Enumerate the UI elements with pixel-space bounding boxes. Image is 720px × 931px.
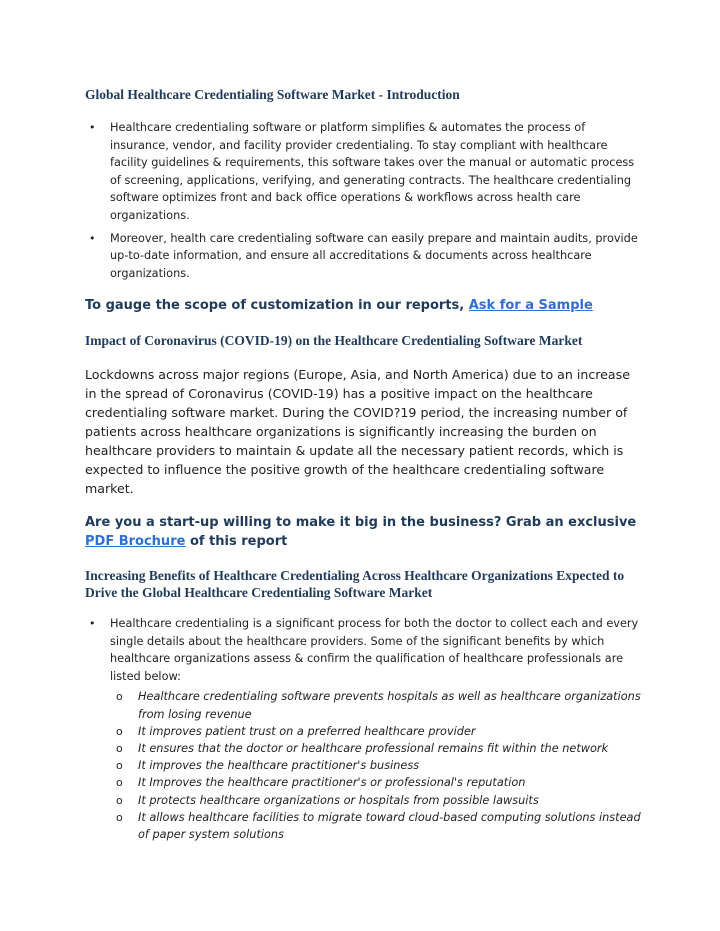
sub-list-item [110, 809, 645, 843]
bullet-icon: • [89, 617, 96, 630]
intro-heading: Global Healthcare Credentialing Software Market - Introduction [85, 87, 460, 102]
list-item [85, 230, 645, 283]
sub-list-item [110, 688, 645, 722]
sub-list-item-text: It improves patient trust on a preferred healthcare provider [138, 724, 476, 738]
benefits-bullet-list [85, 615, 645, 848]
sub-list-item-text: It allows healthcare facilities to migrate toward cloud-based computing solutions instead of paper system solutions [138, 810, 641, 841]
circle-bullet-icon: o [116, 724, 123, 738]
sub-list-item-text: It protects healthcare organizations or hospitals from possible lawsuits [138, 793, 539, 807]
sub-list-item [110, 757, 645, 774]
circle-bullet-icon: o [116, 759, 123, 773]
list-item [85, 119, 645, 225]
brochure-cta [85, 513, 645, 551]
bullet-icon: • [89, 121, 96, 134]
benefits-heading: Increasing Benefits of Healthcare Credentialing Across Healthcare Organizations Expected to Drive the Global Healthcare Credentialing Software Market [85, 568, 625, 600]
list-item [85, 615, 645, 843]
pdf-brochure-link[interactable]: PDF Brochure [85, 534, 186, 549]
sub-list-item [110, 740, 645, 757]
sub-list-item-text: Healthcare credentialing software prevents hospitals as well as healthcare organizations from losing revenue [138, 690, 641, 721]
benefits-sub-list [110, 688, 645, 843]
list-item-text: Moreover, health care credentialing software can easily prepare and maintain audits, provide up-to-date information, and ensure all accreditations & documents across healthcare organizations. [110, 231, 638, 280]
brochure-cta-suffix: of this report [185, 534, 288, 549]
sub-list-item [110, 774, 645, 791]
sub-list-item-text: It Improves the healthcare practitioner's or professional's reputation [138, 776, 526, 790]
covid-heading: Impact of Coronavirus (COVID-19) on the Healthcare Credentialing Software Market [85, 333, 583, 348]
bullet-icon: • [89, 231, 96, 245]
sample-cta [85, 296, 645, 315]
list-item-text: Healthcare credentialing software or platform simplifies & automates the process of insurance, vendor, and facility provider credentialing. To stay compliant with healthcare facility guidelines & requirements, this software takes over the manual or automatic process of screening, applications, verifying, and generating contracts. The healthcare credentialing software optimizes front and back office operations & workflows across health care organizations. [110, 121, 635, 222]
ask-for-sample-link[interactable]: Ask for a Sample [468, 298, 593, 313]
circle-bullet-icon: o [116, 810, 123, 824]
sub-list-item [110, 723, 645, 740]
list-item-text: Healthcare credentialing is a significant process for both the doctor to collect each and every single details about the healthcare providers. Some of the significant benefits by which healthcare organizations assess & confirm the qualification of healthcare professionals are listed below: [110, 617, 639, 683]
sample-cta-text: To gauge the scope of customization in our reports, [85, 298, 469, 313]
sub-list-item [110, 792, 645, 809]
circle-bullet-icon: o [116, 690, 123, 704]
circle-bullet-icon: o [116, 776, 123, 790]
circle-bullet-icon: o [116, 741, 123, 755]
sub-list-item-text: It ensures that the doctor or healthcare professional remains fit within the network [138, 741, 609, 755]
sub-list-item-text: It improves the healthcare practitioner's business [138, 759, 420, 773]
circle-bullet-icon: o [116, 793, 123, 807]
intro-bullet-list [85, 119, 645, 287]
brochure-cta-text: Are you a start-up willing to make it big in the business? Grab an exclusive [85, 515, 637, 530]
covid-paragraph: Lockdowns across major regions (Europe, Asia, and North America) due to an increase in the spread of Coronavirus (COVID-19) has a positive impact on the healthcare credentialing software market. During the COVID?19 period, the increasing number of patients across healthcare organizations is significantly increasing the burden on healthcare providers to maintain & update all the necessary patient records, which is expected to influence the positive growth of the healthcare credentialing software market. [85, 367, 630, 496]
